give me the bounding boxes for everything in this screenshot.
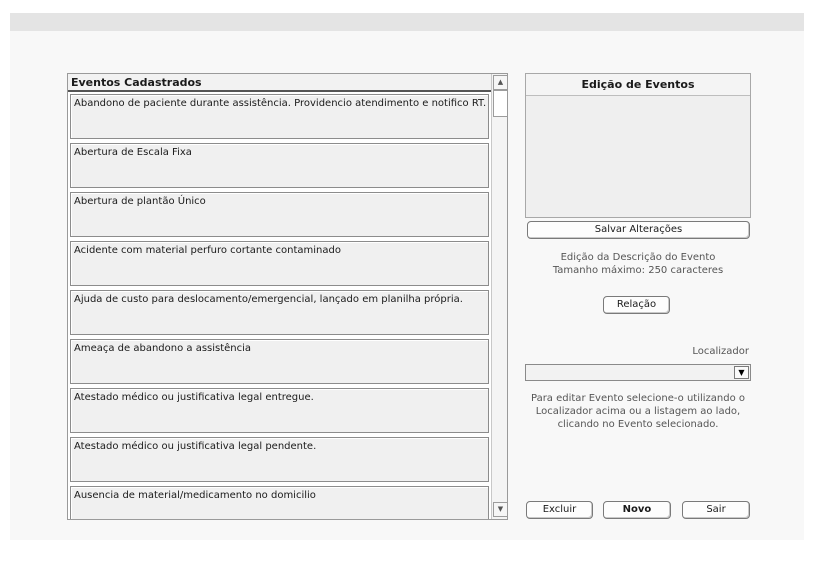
events-scrollbar[interactable]: [491, 74, 508, 519]
locator-label: Localizador: [692, 346, 749, 357]
event-item[interactable]: Ajuda de custo para deslocamento/emergencial, lançado em planilha própria.: [70, 290, 489, 335]
event-edit-box: [525, 73, 751, 218]
event-item[interactable]: Atestado médico ou justificativa legal entregue.: [70, 388, 489, 433]
event-item[interactable]: Ameaça de abandono a assistência: [70, 339, 489, 384]
edit-description-line1: Edição da Descrição do Evento: [560, 252, 716, 263]
events-list-box: [67, 73, 508, 520]
save-changes-button[interactable]: Salvar Alterações: [527, 221, 750, 239]
arrow-up-icon[interactable]: ▲: [493, 75, 508, 90]
locator-help-line3: clicando no Evento selecionado.: [557, 419, 719, 430]
relation-button[interactable]: Relação: [603, 296, 670, 314]
top-bar: [10, 13, 804, 31]
scroll-thumb[interactable]: [493, 90, 508, 117]
chevron-down-icon[interactable]: ▼: [734, 366, 749, 379]
event-item[interactable]: Abertura de Escala Fixa: [70, 143, 489, 188]
event-item[interactable]: Acidente com material perfuro cortante contaminado: [70, 241, 489, 286]
event-item[interactable]: Abandono de paciente durante assistência. Providencio atendimento e notifico RT.: [70, 94, 489, 139]
delete-button[interactable]: Excluir: [526, 501, 593, 519]
edit-max-size-line: Tamanho máximo: 250 caracteres: [552, 265, 724, 276]
event-item[interactable]: Ausencia de material/medicamento no domicilio: [70, 486, 489, 520]
locator-help-line1: Para editar Evento selecione-o utilizando o: [530, 393, 746, 404]
events-list-header: Eventos Cadastrados: [68, 74, 491, 92]
event-item[interactable]: Atestado médico ou justificativa legal pendente.: [70, 437, 489, 482]
arrow-down-icon[interactable]: ▼: [493, 502, 508, 517]
new-button[interactable]: Novo: [603, 501, 671, 519]
locator-select[interactable]: [525, 364, 751, 381]
event-item[interactable]: Abertura de plantão Único: [70, 192, 489, 237]
event-edit-title: Edição de Eventos: [526, 74, 750, 96]
exit-button[interactable]: Sair: [682, 501, 750, 519]
locator-help-line2: Localizador acima ou a listagem ao lado,: [535, 406, 741, 417]
